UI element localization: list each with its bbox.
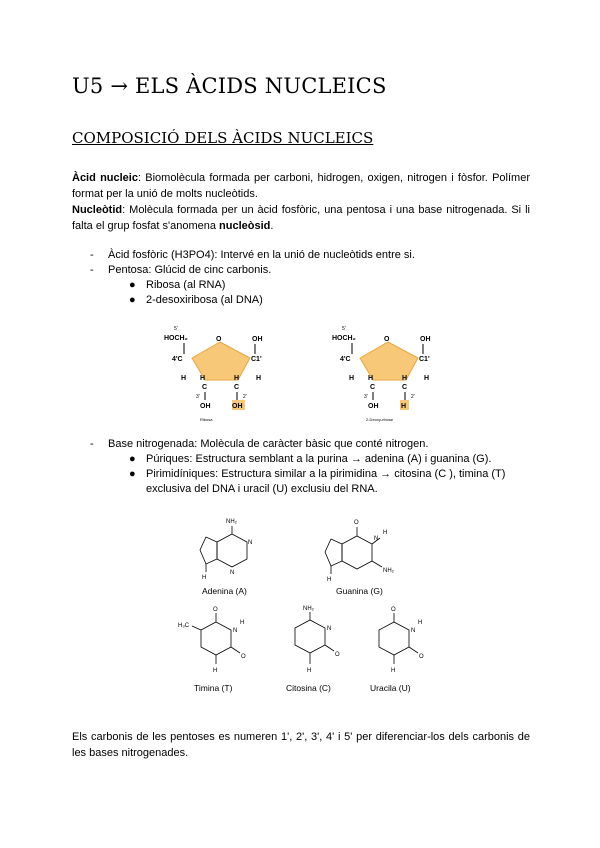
svg-text:HOCH₂: HOCH₂ [332, 335, 356, 342]
definition-text: : Biomolècula formada per carboni, hidrogen, oxigen, nitrogen i fòsfor. Polímer format per la unió de molts nucleòtids. [72, 172, 530, 200]
svg-text:2': 2' [411, 394, 415, 400]
caption-uracila: Uracila (U) [370, 683, 411, 693]
uracil-structure [379, 613, 418, 664]
term-nucleotid: Nucleòtid [72, 204, 123, 216]
svg-text:H: H [327, 577, 332, 583]
svg-text:OH: OH [200, 403, 211, 410]
item-pentosa: Pentosa: Glúcid de cinc carbonis. [108, 264, 272, 276]
item-ribosa: Ribosa (al RNA) [146, 279, 226, 291]
caption-citosina: Citosina (C) [286, 683, 331, 693]
svg-text:O: O [216, 336, 222, 343]
thymine-structure [192, 613, 240, 664]
svg-text:5': 5' [174, 326, 178, 332]
ribose-structure [164, 326, 263, 422]
svg-text:H: H [418, 620, 423, 626]
pentose-structures-figure [160, 318, 460, 423]
svg-text:O: O [241, 654, 246, 660]
svg-text:H₃C: H₃C [178, 623, 190, 629]
svg-text:H: H [401, 403, 407, 410]
svg-text:O: O [354, 520, 359, 526]
nitrogenous-bases-figure [170, 512, 430, 697]
svg-text:H: H [402, 375, 408, 382]
svg-text:NH₂: NH₂ [383, 568, 394, 574]
svg-text:H: H [307, 668, 312, 674]
svg-text:N: N [411, 628, 416, 634]
guanine-structure [325, 527, 382, 574]
dash-marker: - [90, 249, 94, 261]
svg-text:H: H [256, 375, 262, 382]
item-pirimidiniques-line1: Pirimidíniques: Estructura similar a la pirimidina → citosina (C ), timina (T) [146, 468, 506, 480]
svg-text:H: H [391, 668, 396, 674]
svg-text:C1': C1' [251, 356, 262, 363]
svg-text:OH: OH [232, 403, 243, 410]
item-acid-fosforic: Àcid fosfòric (H3PO4): Intervé en la unió de nucleòtids entre si. [108, 249, 415, 261]
svg-text:C: C [234, 384, 240, 391]
svg-text:N: N [374, 536, 379, 542]
closing-paragraph: Els carbonis de les pentoses es numeren 1', 2', 3', 4' i 5' per diferenciar-los dels carbonis de les bases nitrogenades. [72, 731, 530, 759]
item-pirimidiniques [146, 466, 526, 482]
svg-text:OH: OH [252, 336, 263, 343]
svg-text:Ribosa: Ribosa [200, 417, 213, 422]
bullet-marker: ● [129, 294, 136, 306]
item-puriques: Púriques: Estructura semblant a la purina → adenina (A) i guanina (G). [146, 453, 492, 465]
svg-text:O: O [419, 654, 424, 660]
svg-text:H: H [368, 375, 374, 382]
definition-end: . [270, 220, 274, 232]
svg-text:4'C: 4'C [340, 356, 351, 363]
section-subtitle: COMPOSICIÓ DELS ÀCIDS NUCLEICS [72, 129, 374, 147]
bullet-marker: ● [129, 453, 136, 465]
svg-text:5': 5' [342, 326, 346, 332]
svg-text:OH: OH [420, 336, 431, 343]
svg-text:H: H [200, 375, 206, 382]
bullet-marker: ● [129, 468, 136, 480]
svg-text:H: H [234, 375, 240, 382]
svg-text:N: N [233, 628, 238, 634]
svg-text:H: H [202, 575, 207, 581]
svg-text:H: H [213, 668, 218, 674]
bullet-marker: ● [129, 279, 136, 291]
svg-text:NH₂: NH₂ [226, 519, 237, 525]
item-desoxiribosa: 2-desoxiribosa (al DNA) [146, 294, 263, 306]
definition-acid-nucleic [72, 170, 530, 234]
dash-marker: - [90, 264, 94, 276]
svg-text:3': 3' [196, 394, 200, 400]
svg-text:H: H [383, 530, 388, 536]
svg-text:H: H [240, 620, 245, 626]
svg-text:H: H [349, 375, 355, 382]
caption-timina: Timina (T) [194, 683, 233, 693]
svg-text:4'C: 4'C [172, 356, 183, 363]
svg-text:H: H [181, 375, 187, 382]
svg-text:OH: OH [368, 403, 379, 410]
svg-text:O: O [384, 336, 390, 343]
item-pirimidiniques-line2: exclusiva del DNA i uracil (U) exclusiu del RNA. [146, 483, 378, 495]
svg-text:C: C [202, 384, 208, 391]
adenine-structure [200, 526, 247, 572]
svg-text:NH₂: NH₂ [303, 606, 314, 612]
definition-text: : Molècula formada per un àcid fosfòric, una pentosa i una base nitrogenada. Si li falta el grup fosfat s'anomena [72, 204, 530, 232]
svg-text:H: H [424, 375, 430, 382]
svg-text:3': 3' [364, 394, 368, 400]
svg-text:N: N [248, 540, 253, 546]
svg-text:HOCH₂: HOCH₂ [164, 335, 188, 342]
dash-marker: - [90, 438, 94, 450]
page-title: U5 → ELS ÀCIDS NUCLEICS [72, 74, 387, 98]
term-nucleosid: nucleòsid [219, 220, 271, 232]
svg-text:C: C [370, 384, 376, 391]
svg-text:C: C [402, 384, 408, 391]
svg-text:2': 2' [243, 394, 247, 400]
caption-guanina: Guanina (G) [336, 586, 383, 596]
deoxyribose-structure [332, 326, 431, 422]
svg-text:N: N [327, 626, 332, 632]
item-base-nitrogenada: Base nitrogenada: Molècula de caràcter bàsic que conté nitrogen. [108, 438, 429, 450]
cytosine-structure [295, 612, 334, 664]
svg-text:O: O [335, 652, 340, 658]
svg-text:C1': C1' [419, 356, 430, 363]
term-acid-nucleic: Àcid nucleic [72, 172, 138, 184]
caption-adenina: Adenina (A) [202, 586, 247, 596]
svg-text:O: O [391, 607, 396, 613]
svg-text:N: N [230, 570, 235, 576]
svg-text:2-Deoxy-ribose: 2-Deoxy-ribose [366, 417, 394, 422]
svg-text:O: O [213, 607, 218, 613]
